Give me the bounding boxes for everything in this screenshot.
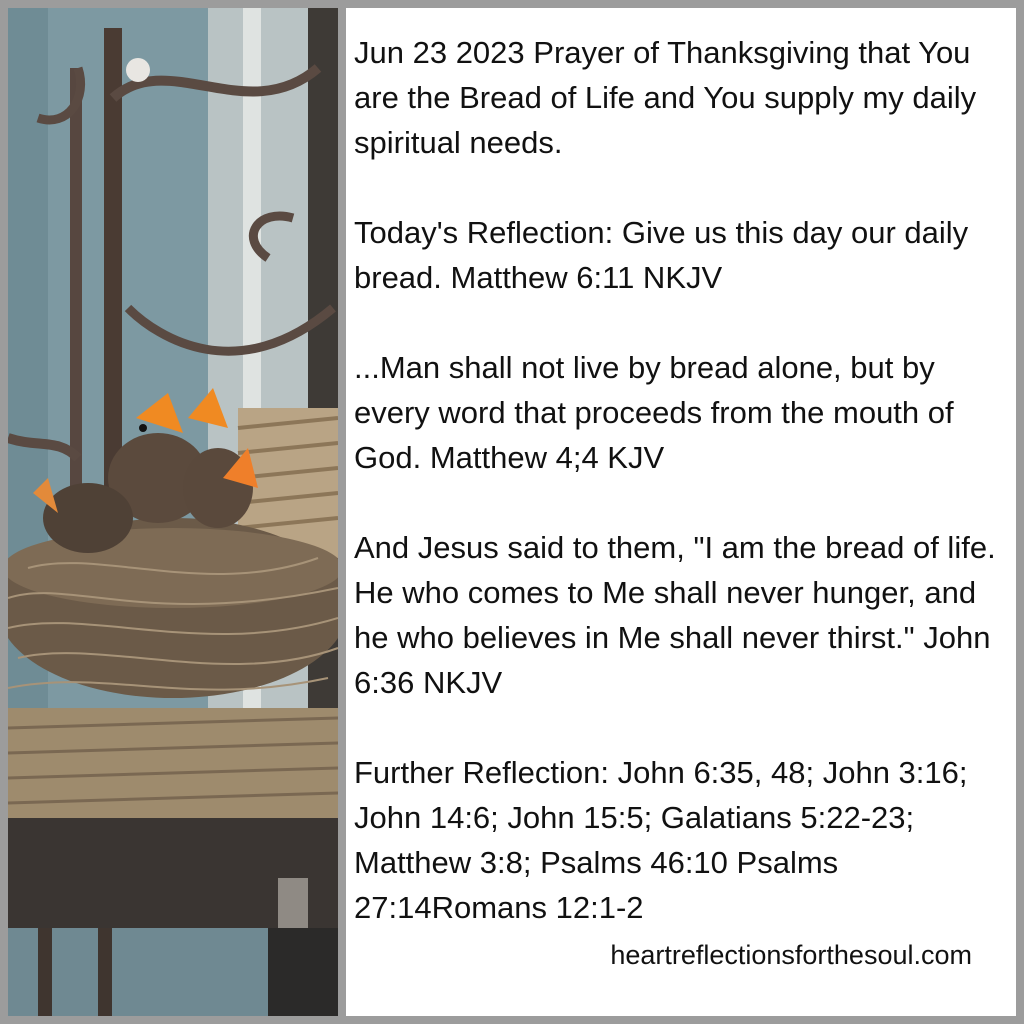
prayer-title: Jun 23 2023 Prayer of Thanksgiving that You are the Bread of Life and You supply my daily spiritual needs. bbox=[354, 35, 977, 160]
todays-reflection: Today's Reflection: Give us this day our daily bread. Matthew 6:11 NKJV bbox=[354, 215, 969, 295]
john-quote: And Jesus said to them, "I am the bread of life. He who comes to Me shall never hunger, and he who believes in Me shall never thirst." John 6:36 NKJV bbox=[354, 530, 996, 700]
text-panel bbox=[346, 8, 1016, 1016]
matthew-quote: ...Man shall not live by bread alone, but by every word that proceeds from the mouth of God. Matthew 4;4 KJV bbox=[354, 350, 954, 475]
baby-birds-in-nest-photo bbox=[8, 8, 338, 1016]
website-url: heartreflectionsforthesoul.com bbox=[610, 940, 972, 970]
further-reflection: Further Reflection: John 6:35, 48; John 3:16; John 14:6; John 15:5; Galatians 5:22-23; Matthew 3:8; Psalms 46:10 Psalms 27:14Romans 12:1-2 bbox=[354, 755, 968, 925]
